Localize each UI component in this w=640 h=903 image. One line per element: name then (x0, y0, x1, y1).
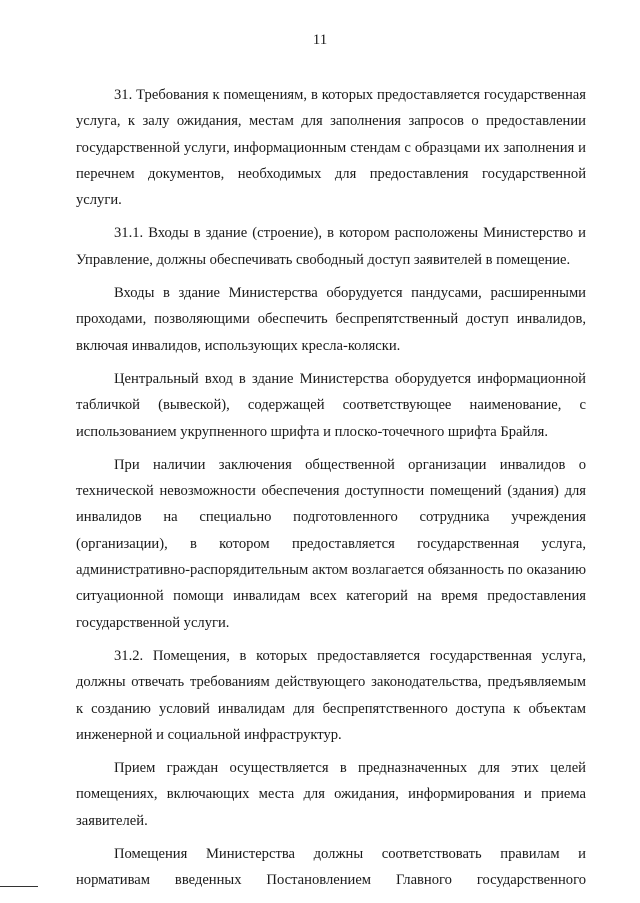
paragraph-reception: Прием граждан осуществляется в предназначенных для этих целей помещениях, включающих места для ожидания, информирования и приема заявителей. (76, 760, 586, 829)
document-body (76, 82, 586, 894)
footer-rule (0, 886, 38, 887)
paragraph-entrances-ramps: Входы в здание Министерства оборудуется пандусами, расширенными проходами, позволяющими обеспечить беспрепятственный доступ инвалидов, включая инвалидов, использующих кресла-коляски. (76, 285, 586, 354)
paragraph-situational-help: При наличии заключения общественной организации инвалидов о технической невозможности обеспечения доступности помещений (здания) для инвалидов на специально подготовленного сотрудника учреждения (организации), в котором предоставляется государственная услуга, административно-распорядительным актом возлагается обязанность по оказанию ситуационной помощи инвалидам всех категорий на время предоставления государственной услуги. (76, 456, 586, 631)
paragraph-premises-rules: Помещения Министерства должны соответствовать правилам и нормативам введенных Постановлением Главного государственного (76, 846, 586, 889)
page-number: 11 (312, 32, 328, 48)
paragraph-31-1: 31.1. Входы в здание (строение), в котором расположены Министерство и Управление, должны обеспечивать свободный доступ заявителей в помещение. (76, 225, 586, 268)
paragraph-31-2: 31.2. Помещения, в которых предоставляется государственная услуга, должны отвечать требованиям действующего законодательства, предъявляемым к созданию условий инвалидам для беспрепятственного доступа к объектам инженерной и социальной инфраструктур. (76, 647, 586, 743)
paragraph-31: 31. Требования к помещениям, в которых предоставляется государственная услуга, к залу ожидания, местам для заполнения запросов о предоставлении государственной услуги, информационным стендам с образцами их заполнения и перечнем документов, необходимых для предоставления государственной услуги. (76, 87, 586, 209)
paragraph-central-entrance: Центральный вход в здание Министерства оборудуется информационной табличкой (вывеской), содержащей соответствующее наименование, с использованием укрупненного шрифта и плоско-точечного шрифта Брайля. (76, 370, 586, 440)
